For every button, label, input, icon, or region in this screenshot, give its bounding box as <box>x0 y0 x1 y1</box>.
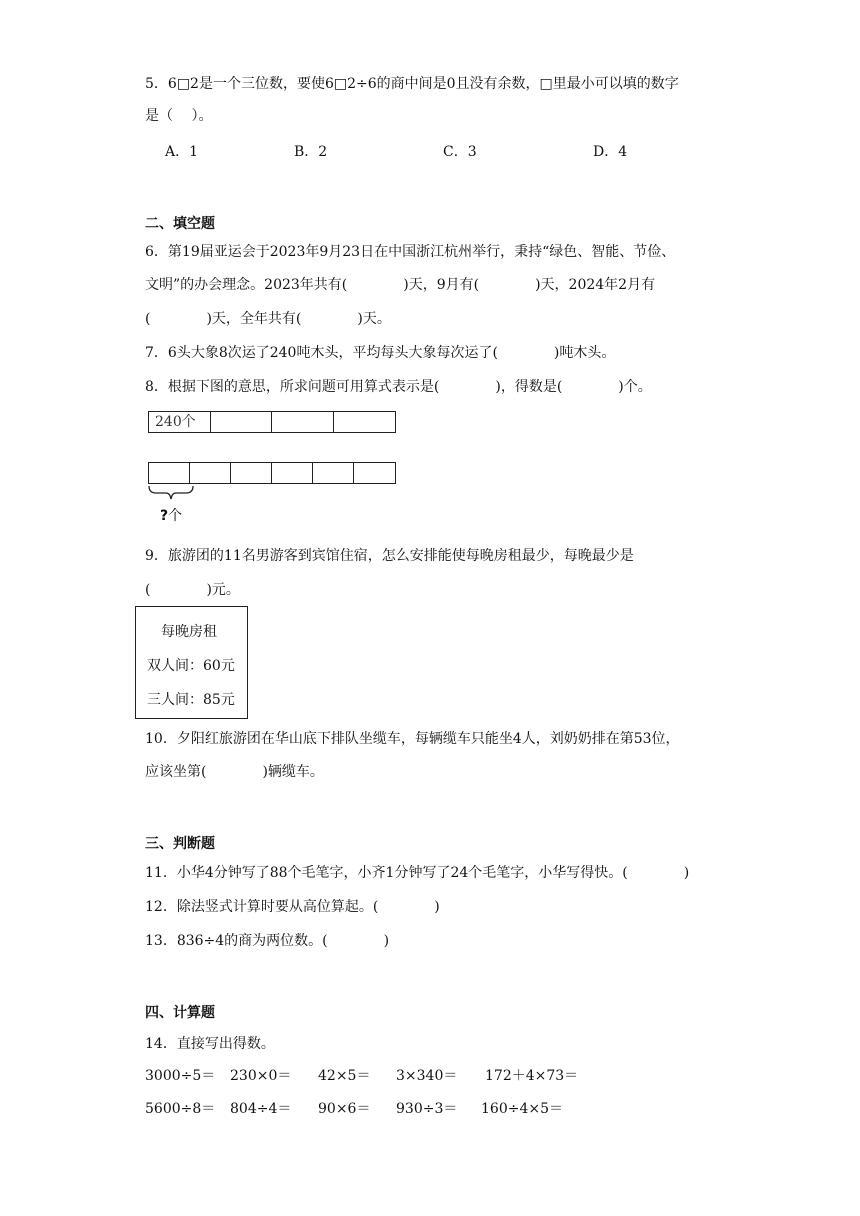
q8-unknown-label <box>160 506 182 526</box>
q8-bottom-bar-cell <box>313 463 354 483</box>
q5-line1: 5．6□2是一个三位数，要使6□2÷6的商中间是0且没有余数，□里最小可以填的数字 <box>145 76 679 92</box>
q8-top-bar-cell <box>211 412 273 432</box>
q14-item: 172＋4×73＝ <box>485 1068 579 1084</box>
q8-bottom-bar <box>148 462 396 484</box>
q5-line2: 是（ ）。 <box>145 108 213 124</box>
q8-top-bar-cell <box>334 412 396 432</box>
q13-text: 13．836÷4的商为两位数。( ) <box>145 933 390 949</box>
q9-box-title: 每晚房租 <box>161 624 217 640</box>
q8-bottom-bar-cell <box>272 463 313 483</box>
q5-option-c: C．3 <box>443 144 477 160</box>
q8-top-label: 240个 <box>155 414 196 430</box>
q8-text: 8．根据下图的意思，所求问题可用算式表示是( )，得数是( )个。 <box>145 379 652 395</box>
q8-unknown-unit: 个 <box>168 508 183 524</box>
q8-top-bar-cell <box>149 412 211 432</box>
q14-item: 230×0＝ <box>230 1068 292 1084</box>
q14-text: 14．直接写出得数。 <box>145 1036 275 1052</box>
q8-bottom-bar-cell <box>149 463 190 483</box>
q9-box-triple: 三人间：85元 <box>147 692 235 708</box>
q14-item: 160÷4×5＝ <box>481 1101 563 1117</box>
section-heading-calculation: 四、计算题 <box>145 1005 215 1021</box>
q12-text: 12．除法竖式计算时要从高位算起。( ) <box>145 899 440 915</box>
q6-line2: 文明”的办会理念。2023年共有( )天，9月有( )天，2024年2月有 <box>145 277 656 293</box>
q8-bottom-bar-cell <box>231 463 272 483</box>
q14-item: 804÷4＝ <box>230 1101 292 1117</box>
q14-item: 3×340＝ <box>396 1068 458 1084</box>
q10-line2: 应该坐第( )辆缆车。 <box>145 764 324 780</box>
q10-line1: 10．夕阳红旅游团在华山底下排队坐缆车，每辆缆车只能坐4人，刘奶奶排在第53位， <box>145 731 680 747</box>
q8-brace-icon <box>146 484 196 504</box>
q8-top-bar-cell <box>272 412 334 432</box>
q14-item: 3000÷5＝ <box>145 1068 216 1084</box>
q8-bottom-bar-cell <box>354 463 395 483</box>
q9-line1: 9．旅游团的11名男游客到宾馆住宿，怎么安排能使每晚房租最少，每晚最少是 <box>145 548 634 564</box>
q5-option-b: B．2 <box>294 144 328 160</box>
section-heading-judgment: 三、判断题 <box>145 836 215 852</box>
q14-item: 42×5＝ <box>318 1068 371 1084</box>
q9-line2: ( )元。 <box>145 582 240 598</box>
q8-question-mark-icon: ? <box>160 508 169 524</box>
q8-bottom-bar-cell <box>190 463 231 483</box>
q14-item: 930÷3＝ <box>396 1101 458 1117</box>
q9-rent-box <box>135 606 248 719</box>
q14-item: 5600÷8＝ <box>145 1101 216 1117</box>
q7-text: 7．6头大象8次运了240吨木头，平均每头大象每次运了( )吨木头。 <box>145 345 616 361</box>
q5-option-a: A．1 <box>165 144 199 160</box>
q6-line3: ( )天，全年共有( )天。 <box>145 311 391 327</box>
q9-box-double: 双人间：60元 <box>147 658 235 674</box>
q5-option-d: D．4 <box>593 144 628 160</box>
q14-item: 90×6＝ <box>318 1101 371 1117</box>
section-heading-fill-blank: 二、填空题 <box>145 216 215 232</box>
q6-line1: 6．第19届亚运会于2023年9月23日在中国浙江杭州举行，秉持“绿色、智能、节俭、 <box>145 244 676 260</box>
q11-text: 11．小华4分钟写了88个毛笔字，小齐1分钟写了24个毛笔字，小华写得快。( ) <box>145 865 690 881</box>
q8-top-bar <box>148 411 396 433</box>
